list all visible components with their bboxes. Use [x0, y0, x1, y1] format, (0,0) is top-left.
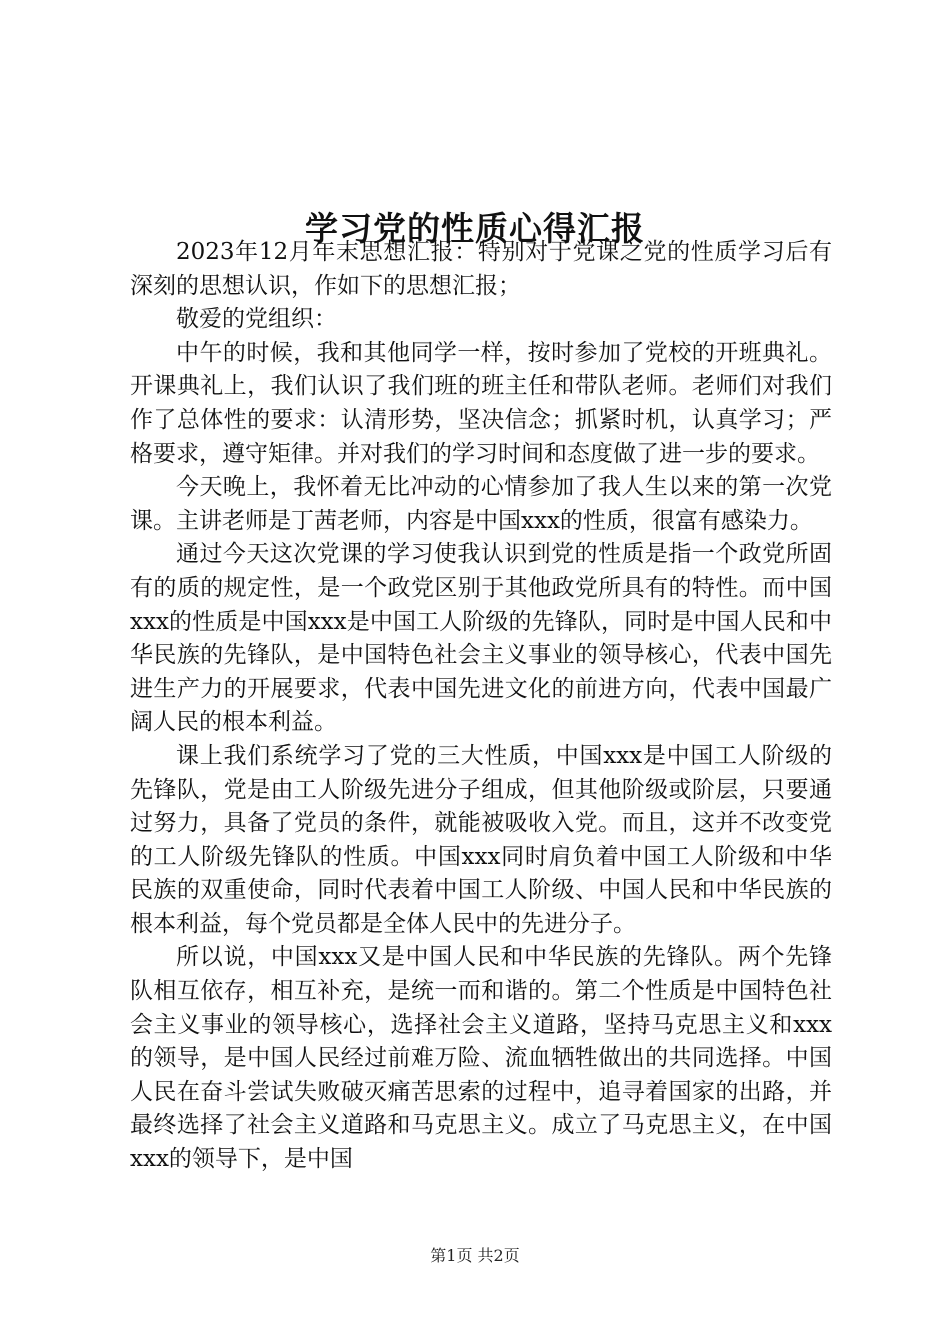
document-body: [130, 236, 832, 1177]
document-title: 学习党的性质心得汇报: [305, 209, 645, 249]
paragraph: 所以说，中国xxx又是中国人民和中华民族的先锋队。两个先锋队相互依存，相互补充，是统一而和谐的。第二个性质是中国特色社会主义事业的领导核心，选择社会主义道路，坚持马克思主义和xxx的领导，是中国人民经过前难万险、流血牺牲做出的共同选择。中国人民在奋斗尝试失败破灭痛苦思索的过程中，追寻着国家的出路，并最终选择了社会主义道路和马克思主义。成立了马克思主义，在中国xxx的领导下，是中国: [130, 944, 832, 1173]
paragraph: 通过今天这次党课的学习使我认识到党的性质是指一个政党所固有的质的规定性，是一个政党区别于其他政党所具有的特性。而中国xxx的性质是中国xxx是中国工人阶级的先锋队，同时是中国人民和中华民族的先锋队，是中国特色社会主义事业的领导核心，代表中国先进生产力的开展要求，代表中国先进文化的前进方向，代表中国最广阔人民的根本利益。: [130, 541, 832, 736]
paragraph-intro: 2023年12月年末思想汇报：特别对于党课之党的性质学习后有深刻的思想认识，作如下的思想汇报；: [130, 239, 832, 299]
paragraph-salutation: 敬爱的党组织：: [176, 306, 337, 333]
paragraph: 中午的时候，我和其他同学一样，按时参加了党校的开班典礼。开课典礼上，我们认识了我们班的班主任和带队老师。老师们对我们作了总体性的要求：认清形势，坚决信念；抓紧时机，认真学习；严格要求，遵守矩律。并对我们的学习时间和态度做了进一步的要求。: [130, 339, 832, 467]
page-number-footer: 第1页 共2页: [430, 1246, 520, 1265]
paragraph: 课上我们系统学习了党的三大性质，中国xxx是中国工人阶级的先锋队，党是由工人阶级先进分子组成，但其他阶级或阶层，只要通过努力，具备了党员的条件，就能被吸收入党。而且，这并不改变党的工人阶级先锋队的性质。中国xxx同时肩负着中国工人阶级和中华民族的双重使命，同时代表着中国工人阶级、中国人民和中华民族的根本利益，每个党员都是全体人民中的先进分子。: [130, 742, 832, 937]
paragraph: 今天晚上，我怀着无比冲动的心情参加了我人生以来的第一次党课。主讲老师是丁茜老师，内容是中国xxx的性质，很富有感染力。: [130, 474, 832, 534]
